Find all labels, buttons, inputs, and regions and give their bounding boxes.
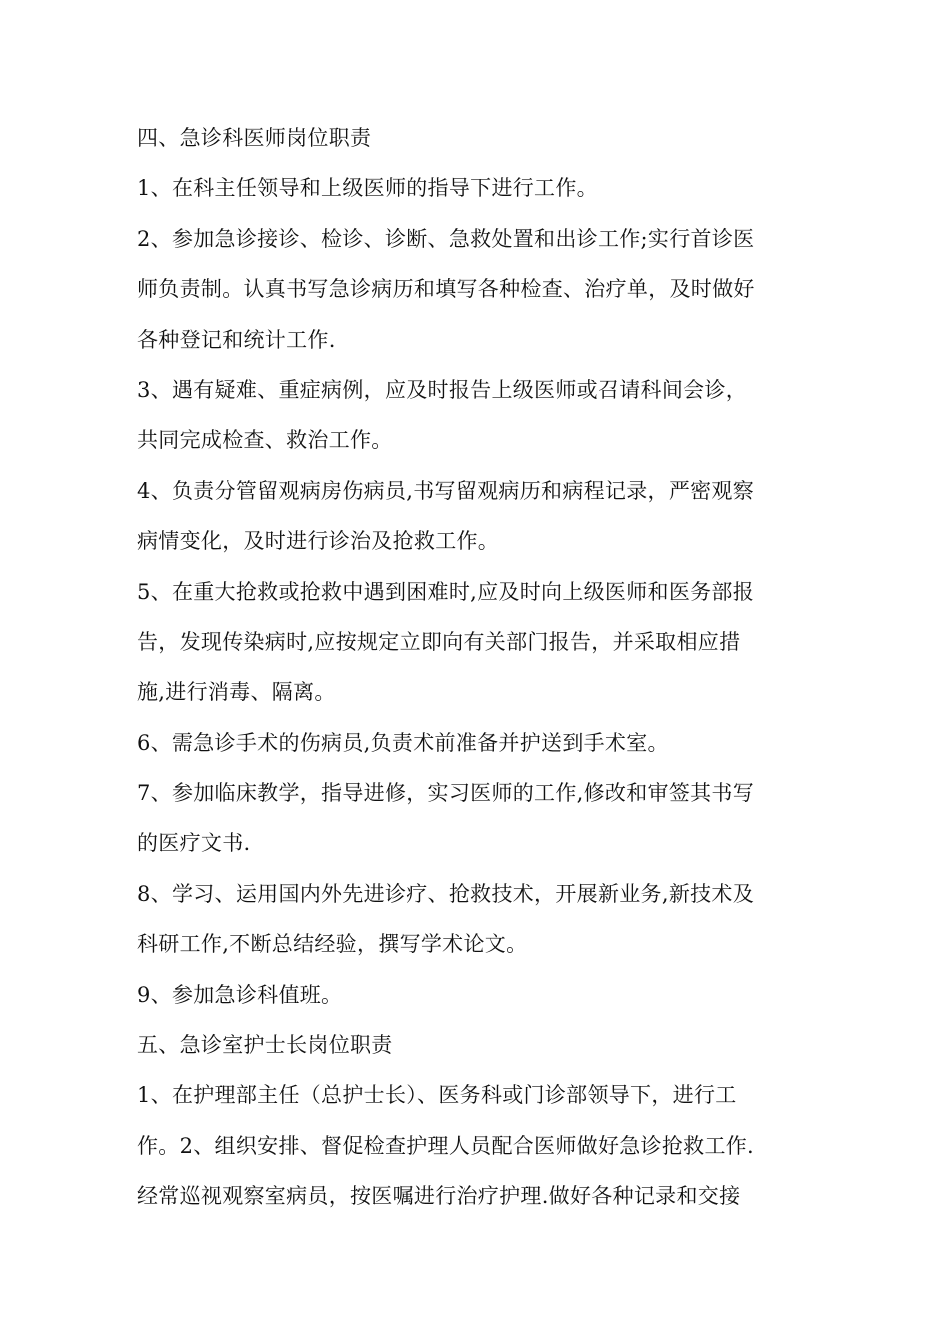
text-line: 病情变化，及时进行诊治及抢救工作。 [137,529,500,554]
text-line: 3、遇有疑难、重症病例，应及时报告上级医师或召请科间会诊， [137,377,748,402]
text-line: 4、负责分管留观病房伤病员,书写留观病历和病程记录，严密观察 [137,478,755,503]
text-line: 施,进行消毒、隔离。 [137,680,336,705]
document-body [137,113,822,1222]
text-line: 8、学习、运用国内外先进诊疗、抢救技术，开展新业务,新技术及 [137,881,755,906]
text-line: 7、参加临床教学，指导进修，实习医师的工作,修改和审签其书写 [137,781,755,806]
text-line: 告，发现传染病时,应按规定立即向有关部门报告，并采取相应措 [137,629,741,654]
text-line: 各种登记和统计工作. [137,327,336,352]
text-line: 1、在科主任领导和上级医师的指导下进行工作。 [137,176,598,201]
section-heading-emergency-head-nurse: 五、急诊室护士长岗位职责 [137,1033,393,1058]
section-heading-emergency-physician: 四、急诊科医师岗位职责 [137,126,372,150]
text-line: 经常巡视观察室病员，按医嘱进行治疗护理.做好各种记录和交接 [137,1184,741,1209]
text-line: 作。2、组织安排、督促检查护理人员配合医师做好急诊抢救工作. [137,1133,755,1158]
text-line: 6、需急诊手术的伤病员,负责术前准备并护送到手术室。 [137,730,669,755]
text-line: 2、参加急诊接诊、检诊、诊断、急救处置和出诊工作;实行首诊医 [137,226,755,251]
text-line: 的医疗文书. [137,831,251,856]
text-line: 1、在护理部主任（总护士长）、医务科或门诊部领导下，进行工 [137,1083,737,1108]
text-line: 师负责制。认真书写急诊病历和填写各种检查、治疗单，及时做好 [137,277,755,302]
text-line: 9、参加急诊科值班。 [137,982,343,1007]
text-line: 共同完成检查、救治工作。 [137,428,393,453]
text-line: 5、在重大抢救或抢救中遇到困难时,应及时向上级医师和医务部报 [137,579,755,604]
text-line: 科研工作,不断总结经验，撰写学术论文。 [137,932,528,957]
